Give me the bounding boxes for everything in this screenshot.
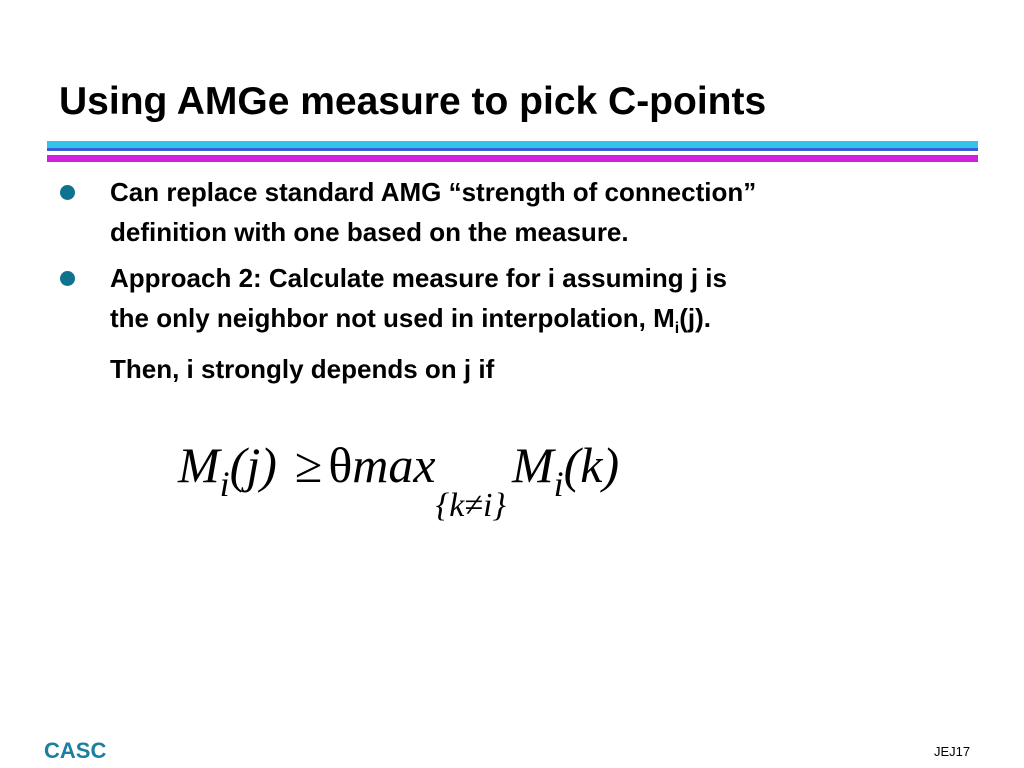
bullet-subscript: i [674, 320, 680, 338]
title-divider-blue [47, 148, 978, 151]
formula-rhs-sub: i [553, 464, 564, 504]
footer-page-id: JEJ17 [934, 744, 971, 759]
bullet-text: Can replace standard AMG “strength of connection” [110, 177, 757, 207]
formula-rhs-M: M [511, 437, 554, 493]
formula-lhs-arg: (j) [229, 437, 277, 493]
formula-max-sub: {k≠i} [435, 487, 506, 524]
bullet-dot-icon [60, 185, 75, 200]
formula-lhs-sub: i [219, 464, 230, 504]
bullet-dot-icon [60, 271, 75, 286]
title-divider-cyan [47, 141, 978, 148]
strength-formula [178, 437, 620, 524]
bullet-text: (j). [679, 303, 711, 333]
bullet-text: definition with one based on the measure. [110, 217, 629, 247]
bullet-text: Approach 2: Calculate measure for i assuming j is [110, 263, 727, 293]
bullet-text: Then, i strongly depends on j if [110, 354, 495, 385]
title-divider-magenta [47, 155, 978, 162]
bullet-text: the only neighbor not used in interpolation, M [110, 303, 675, 333]
slide-title: Using AMGe measure to pick C-points [59, 80, 767, 123]
formula-max: max [352, 437, 436, 493]
bullet-list [60, 172, 980, 395]
formula-rhs-arg: (k) [563, 437, 620, 493]
formula-theta: θ [328, 437, 353, 493]
footer-casc-label: CASC [44, 738, 107, 763]
bullet-item [60, 258, 980, 389]
bullet-item [60, 172, 980, 252]
formula-geq: ≥ [294, 437, 323, 493]
formula-lhs-M: M [178, 437, 220, 493]
